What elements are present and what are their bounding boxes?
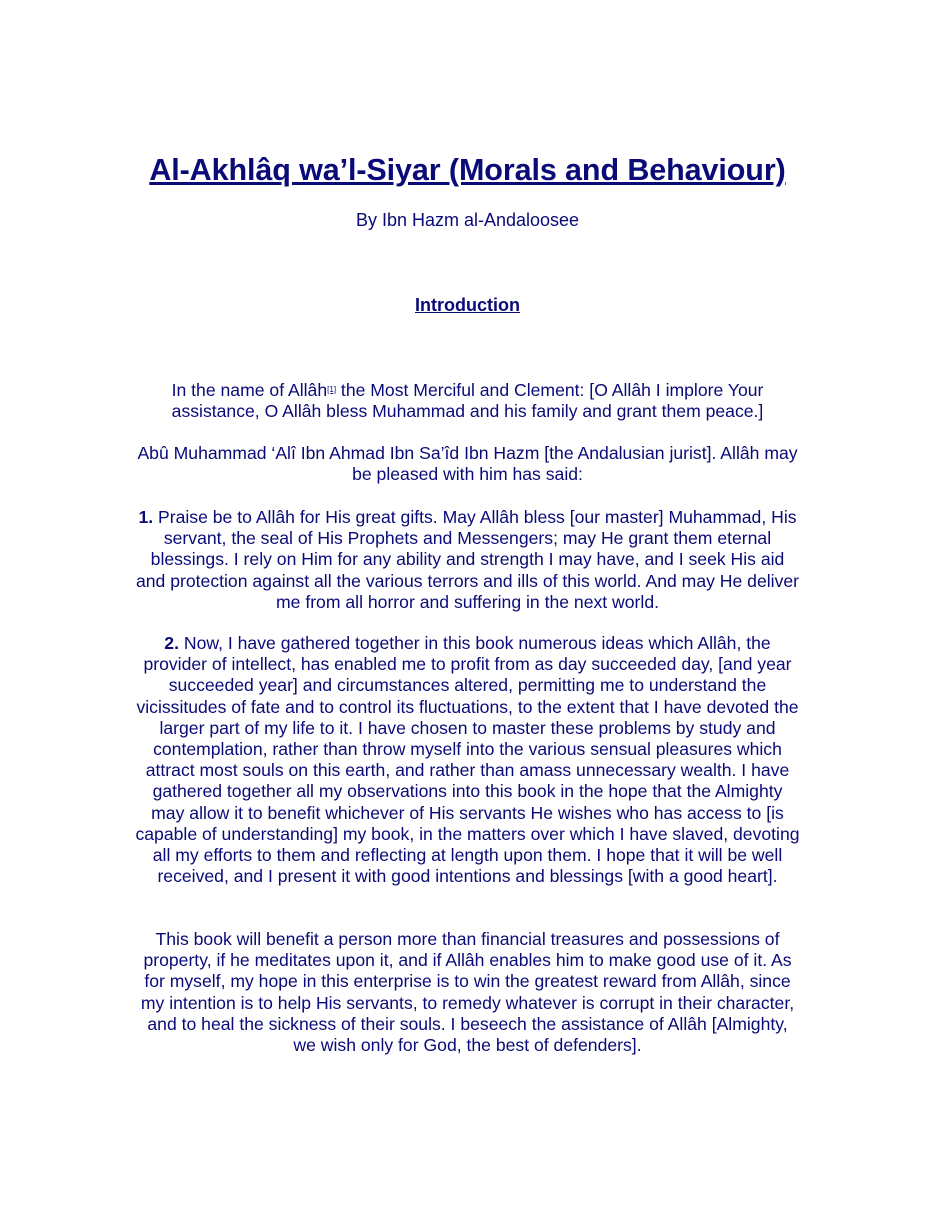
section-heading-introduction: Introduction (415, 295, 520, 315)
footnote-link[interactable]: [1] (327, 385, 337, 394)
paragraph-number: 1. (138, 507, 154, 527)
paragraph-text: Praise be to Allâh for His great gifts. May Allâh bless [our master] Muhammad, His servant, the seal of His Prophets and Messengers; may He grant them eternal blessings. I rely on Him for any ability and strength I may have, and I seek His aid and protection against all the various terrors and ills of this world. And may He deliver me from all horror and suffering in the next world. (135, 507, 800, 612)
paragraph-number: 2. (164, 633, 179, 653)
invocation-text-end: the Most Merciful and Clement: [O Allâh I implore Your assistance, O Allâh bless Muhammad and his family and grant them peace.] (171, 380, 764, 422)
paragraph-text: Now, I have gathered together in this book numerous ideas which Allâh, the provider of intellect, has enabled me to profit from as day succeeded day, [and year succeeded year] and circumstances altered, permitting me to understand the vicissitudes of fate and to control its fluctuations, to the extent that I have devoted the larger part of my life to it. I have chosen to master these problems by study and contemplation, rather than throw myself into the various sensual pleasures which attract most souls on this earth, and rather than amass unnecessary wealth. I have gathered together all my observations into this book in the hope that the Almighty may allow it to benefit whichever of His servants He wishes who has access to [is capable of understanding] my book, in the matters over which I have slaved, devoting all my efforts to them and reflecting at length upon them. I hope that it will be well received, and I present it with good intentions and blessings [with a good heart]. (135, 633, 800, 887)
closing-paragraph: This book will benefit a person more than financial treasures and possessions of property, if he meditates upon it, and if Allâh enables him to make good use of it. As for myself, my hope in this enterprise is to win the greatest reward from Allâh, since my intention is to help His servants, to remedy whatever is corrupt in their character, and to heal the sickness of their souls. I beseech the assistance of Allâh [Almighty, we wish only for God, the best of defenders]. (140, 929, 795, 1056)
document-title: Al-Akhlâq wa’l-Siyar (Morals and Behaviour) (149, 153, 786, 187)
numbered-paragraph-2 (135, 633, 800, 887)
author-byline: By Ibn Hazm al-Andaloosee (355, 210, 580, 230)
numbered-paragraph-1 (135, 507, 800, 613)
invocation-text-start: In the name of Allâh (171, 380, 328, 400)
attribution-paragraph: Abû Muhammad ‘Alî Ibn Ahmad Ibn Sa’îd Ibn Hazm [the Andalusian jurist]. Allâh may be pleased with him has said: (137, 443, 798, 485)
invocation-paragraph (135, 380, 800, 422)
